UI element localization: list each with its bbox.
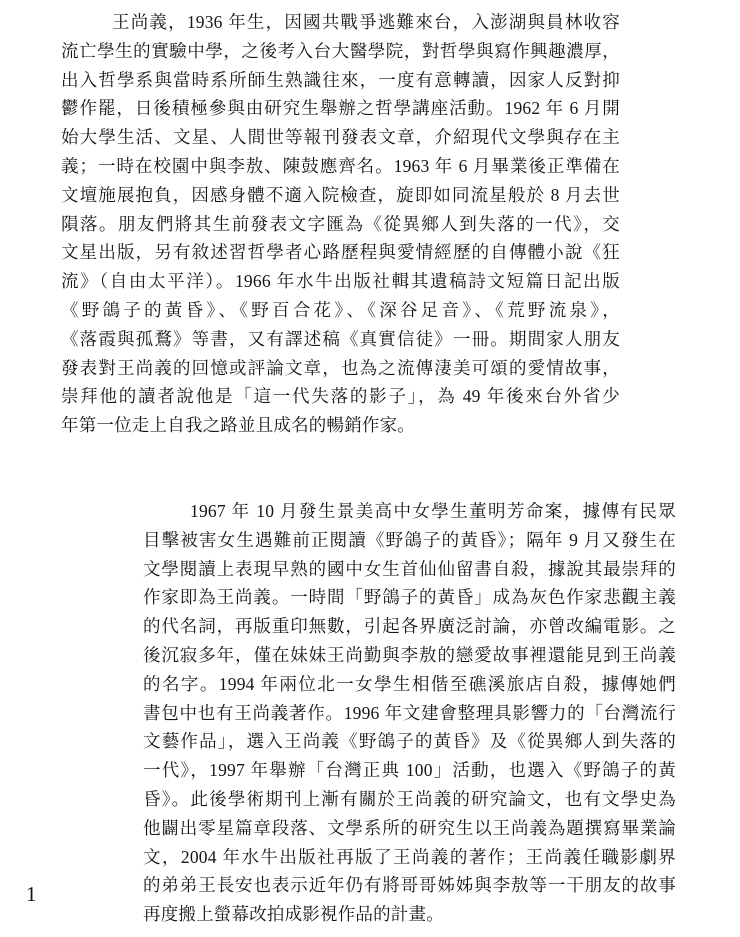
text-line: 後沉寂多年，僅在妹妹王尚勤與李敖的戀愛故事裡還能見到王尚義 [143, 644, 676, 665]
text-line: 流》（自由太平洋）。1966 年水牛出版社輯其遺稿詩文短篇日記出版 [61, 271, 620, 292]
text-line: 始大學生活、文星、人間世等報刊發表文章，介紹現代文學與存在主 [61, 127, 620, 148]
text-line: 1967 年 10 月發生景美高中女學生董明芳命案，據傳有民眾 [190, 501, 676, 521]
page-number: 1 [26, 882, 37, 906]
text-line: 出入哲學系與當時系所師生熟識往來，一度有意轉讀，因家人反對抑 [61, 69, 620, 90]
text-line: 文藝作品」，選入王尚義《野鴿子的黃昏》及《從異鄉人到失落的 [143, 731, 676, 752]
text-line: 義；一時在校園中與李敖、陳鼓應齊名。1963 年 6 月畢業後正準備在 [61, 155, 620, 176]
text-line: 的名字。1994 年兩位北一女學生相偕至礁溪旅店自殺，據傳她們 [143, 673, 676, 694]
text-line: 的弟弟王長安也表示近年仍有將哥哥姊姊與李敖等一干朋友的故事 [143, 875, 676, 896]
text-line: 《落霞與孤鶩》等書，又有譯述稿《真實信徒》一冊。期間家人朋友 [61, 328, 620, 349]
text-line: 文星出版，另有敘述習哲學者心路歷程與愛情經歷的自傳體小說《狂 [61, 242, 620, 263]
text-line: 文學閱讀上表現早熟的國中女生首仙仙留書自殺，據說其最崇拜的 [143, 558, 676, 579]
text-line: 的代名詞，再版重印無數，引起各界廣泛討論，亦曾改編電影。之 [143, 616, 676, 637]
text-line: 鬱作罷，日後積極參與由研究生舉辦之哲學講座活動。1962 年 6 月開 [61, 98, 620, 119]
text-line: 一代》，1997 年舉辦「台灣正典 100」活動，也選入《野鴿子的黃 [143, 760, 676, 781]
text-line: 隕落。朋友們將其生前發表文字匯為《從異鄉人到失落的一代》，交 [61, 213, 620, 234]
text-line: 作家即為王尚義。一時間「野鴿子的黃昏」成為灰色作家悲觀主義 [143, 587, 676, 608]
text-line: 昏》。此後學術期刊上漸有關於王尚義的研究論文，也有文學史為 [143, 788, 676, 809]
paragraph-legacy [143, 497, 676, 929]
text-line: 王尚義，1936 年生，因國共戰爭逃難來台，入澎湖與員林收容 [112, 12, 620, 32]
text-line: 文，2004 年水牛出版社再版了王尚義的著作；王尚義任職影劇界 [143, 846, 676, 867]
text-line: 發表對王尚義的回憶或評論文章，也為之流傳淒美可頌的愛情故事， [61, 357, 620, 378]
text-line: 年第一位走上自我之路並且成名的暢銷作家。 [61, 415, 415, 436]
text-line: 他闢出零星篇章段落、文學系所的研究生以王尚義為題撰寫畢業論 [143, 817, 676, 838]
paragraph-biography [61, 8, 620, 440]
text-line: 文壇施展抱負，因感身體不適入院檢查，旋即如同流星般於 8 月去世 [61, 184, 620, 205]
text-line: 再度搬上螢幕改拍成影視作品的計畫。 [143, 904, 444, 925]
text-line: 目擊被害女生遇難前正閱讀《野鴿子的黃昏》；隔年 9 月又發生在 [143, 529, 676, 550]
text-line: 書包中也有王尚義著作。1996 年文建會整理具影響力的「台灣流行 [143, 702, 676, 723]
text-line: 《野鴿子的黃昏》、《野百合花》、《深谷足音》、《荒野流泉》， [61, 299, 620, 320]
text-line: 流亡學生的實驗中學，之後考入台大醫學院，對哲學與寫作興趣濃厚， [61, 40, 620, 61]
text-line: 崇拜他的讀者說他是「這一代失落的影子」，為 49 年後來台外省少 [61, 386, 620, 407]
